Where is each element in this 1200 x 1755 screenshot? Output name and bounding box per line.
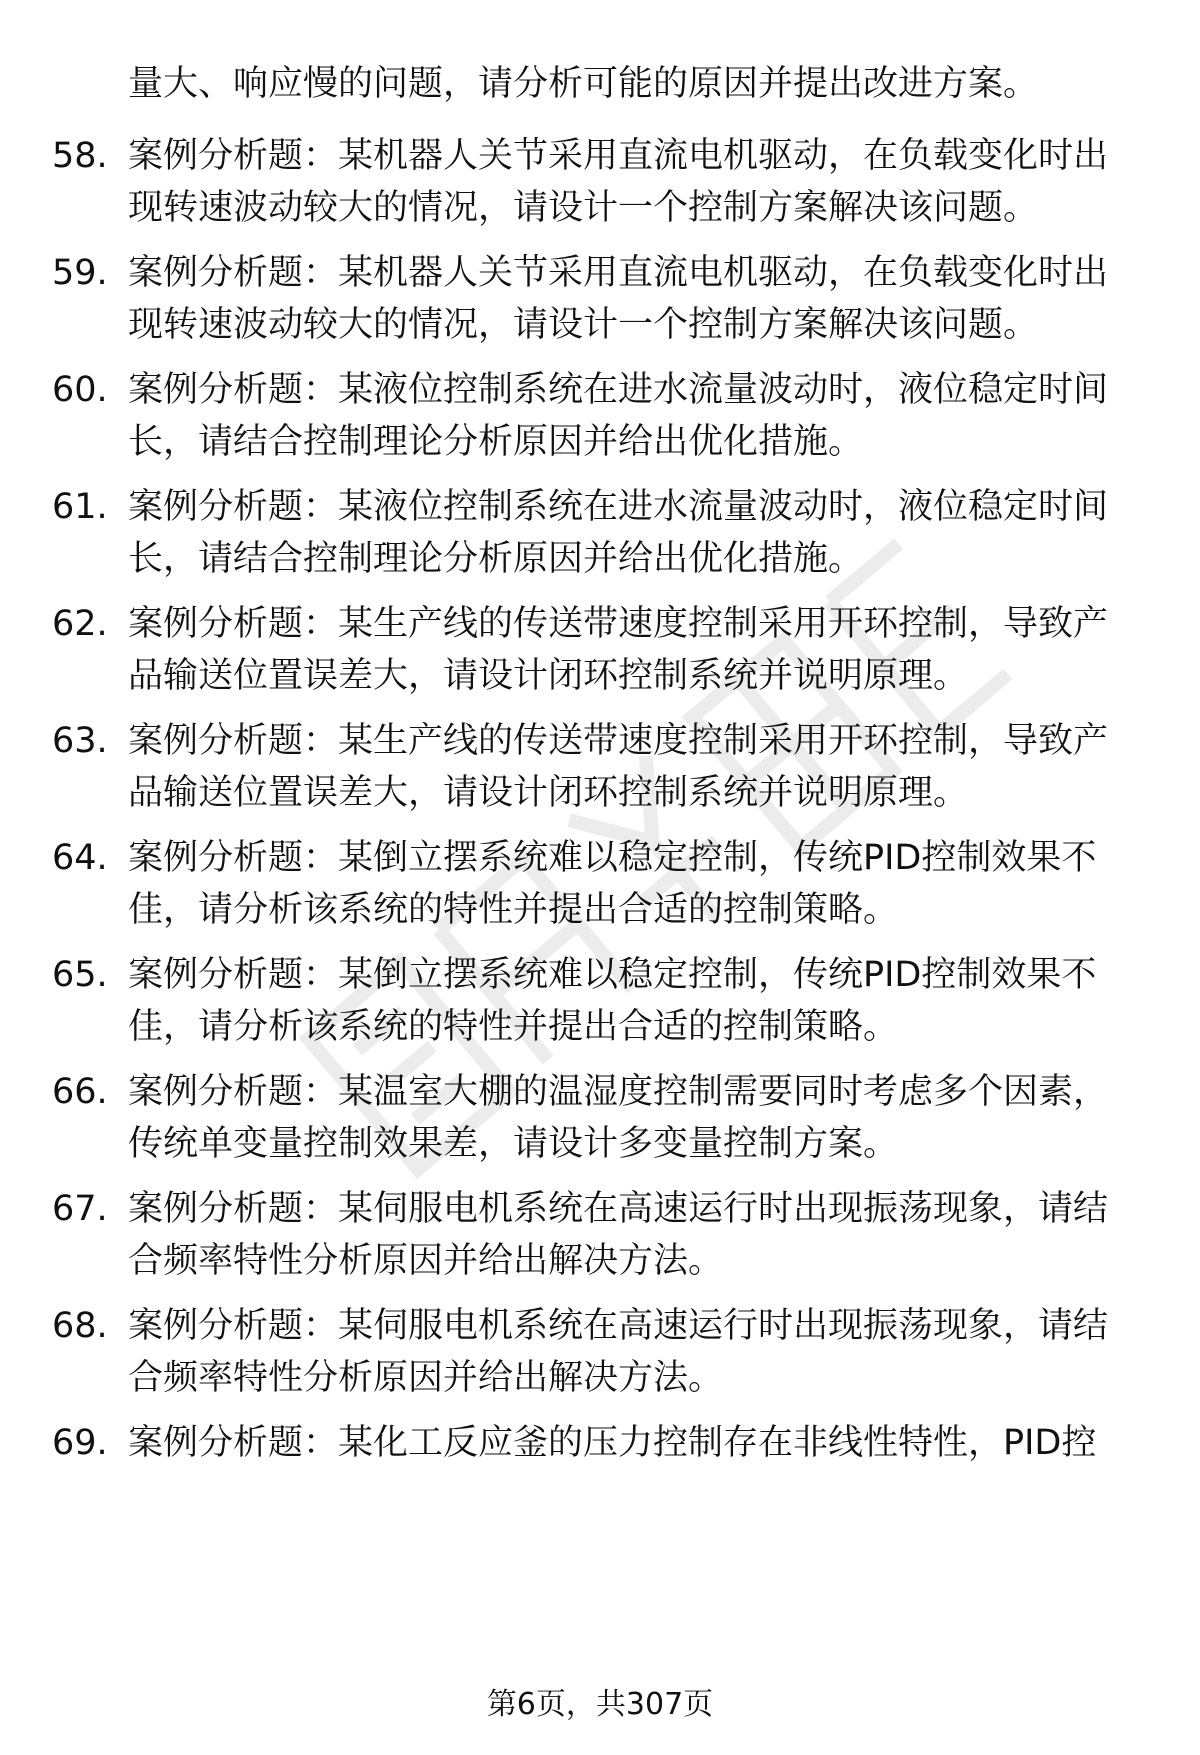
question-line: 案例分析题：某机器人关节采用直流电机驱动，在负载变化时出 (128, 136, 1109, 176)
question-number: 63. (52, 721, 108, 761)
list-item (0, 598, 1200, 702)
continued-question-text: 量大、响应慢的问题，请分析可能的原因并提出改进方案。 (128, 64, 1039, 104)
question-line: 长，请结合控制理论分析原因并给出优化措施。 (128, 539, 864, 579)
question-line: 案例分析题：某生产线的传送带速度控制采用开环控制，导致产 (128, 721, 1109, 761)
question-text (128, 1183, 1138, 1287)
question-line: 案例分析题：某倒立摆系统难以稳定控制，传统PID控制效果不 (128, 955, 1097, 995)
question-text (128, 1066, 1138, 1170)
question-number: 58. (52, 136, 108, 176)
question-number: 60. (52, 370, 108, 410)
question-line: 案例分析题：某倒立摆系统难以稳定控制，传统PID控制效果不 (128, 838, 1097, 878)
question-text (128, 832, 1138, 936)
question-number: 61. (52, 487, 108, 527)
question-line: 案例分析题：某机器人关节采用直流电机驱动，在负载变化时出 (128, 253, 1109, 293)
list-item (0, 715, 1200, 819)
question-line: 案例分析题：某温室大棚的温湿度控制需要同时考虑多个因素， (128, 1072, 1109, 1112)
question-text (128, 949, 1138, 1053)
question-number: 69. (52, 1423, 108, 1463)
question-text (128, 1300, 1138, 1404)
question-text (128, 1417, 1138, 1469)
question-line: 长，请结合控制理论分析原因并给出优化措施。 (128, 422, 864, 462)
question-line: 案例分析题：某液位控制系统在进水流量波动时，液位稳定时间 (128, 370, 1109, 410)
question-number: 66. (52, 1072, 108, 1112)
question-line: 品输送位置误差大，请设计闭环控制系统并说明原理。 (128, 656, 969, 696)
list-item (0, 247, 1200, 351)
list-item (0, 481, 1200, 585)
question-number: 59. (52, 253, 108, 293)
question-line: 佳，请分析该系统的特性并提出合适的控制策略。 (128, 1007, 899, 1047)
list-item (0, 364, 1200, 468)
question-line: 案例分析题：某伺服电机系统在高速运行时出现振荡现象，请结 (128, 1189, 1109, 1229)
list-item (0, 1417, 1200, 1521)
question-line: 案例分析题：某化工反应釜的压力控制存在非线性特性，PID控 (128, 1423, 1097, 1463)
question-line: 案例分析题：某生产线的传送带速度控制采用开环控制，导致产 (128, 604, 1109, 644)
question-text (128, 481, 1138, 585)
list-item (0, 832, 1200, 936)
question-text (128, 715, 1138, 819)
question-number: 64. (52, 838, 108, 878)
list-item (0, 1183, 1200, 1287)
question-number: 62. (52, 604, 108, 644)
question-text (128, 130, 1138, 234)
question-line: 案例分析题：某液位控制系统在进水流量波动时，液位稳定时间 (128, 487, 1109, 527)
question-number: 68. (52, 1306, 108, 1346)
list-item (0, 1300, 1200, 1404)
list-item (0, 130, 1200, 234)
question-line: 现转速波动较大的情况，请设计一个控制方案解决该问题。 (128, 305, 1039, 345)
question-line: 合频率特性分析原因并给出解决方法。 (128, 1358, 724, 1398)
question-line: 合频率特性分析原因并给出解决方法。 (128, 1241, 724, 1281)
question-text (128, 364, 1138, 468)
question-line: 佳，请分析该系统的特性并提出合适的控制策略。 (128, 890, 899, 930)
question-number: 65. (52, 955, 108, 995)
page-footer: 第6页，共307页 (486, 1687, 714, 1722)
question-line: 案例分析题：某伺服电机系统在高速运行时出现振荡现象，请结 (128, 1306, 1109, 1346)
question-number: 67. (52, 1189, 108, 1229)
list-item (0, 949, 1200, 1053)
question-line: 传统单变量控制效果差，请设计多变量控制方案。 (128, 1124, 899, 1164)
question-text (128, 247, 1138, 351)
question-text (128, 598, 1138, 702)
question-line: 品输送位置误差大，请设计闭环控制系统并说明原理。 (128, 773, 969, 813)
list-item (0, 1066, 1200, 1170)
question-line: 现转速波动较大的情况，请设计一个控制方案解决该问题。 (128, 188, 1039, 228)
